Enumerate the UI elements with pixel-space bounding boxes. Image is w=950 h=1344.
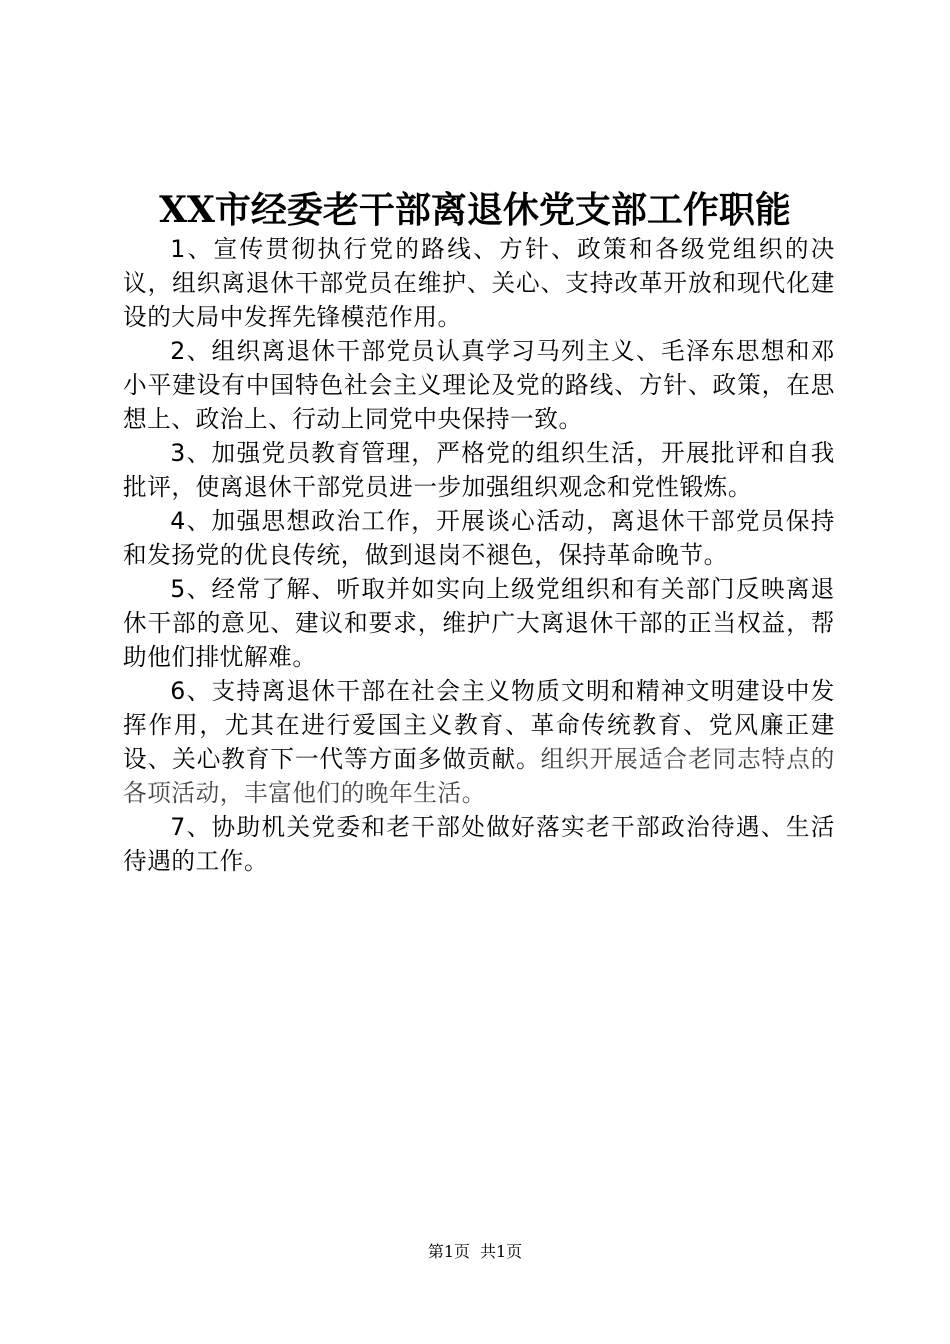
paragraph-2-text: 2、组织离退休干部党员认真学习马列主义、毛泽东思想和邓小平建设有中国特色社会主义理论及党的路线、方针、政策，在思想上、政治上、行动上同党中央保持一致。 bbox=[123, 337, 835, 433]
paragraph-1-text: 1、宣传贯彻执行党的路线、方针、政策和各级党组织的决议，组织离退休干部党员在维护、关心、支持改革开放和现代化建设的大局中发挥先锋模范作用。 bbox=[123, 235, 835, 331]
paragraph-3-text: 3、加强党员教育管理，严格党的组织生活，开展批评和自我批评，使离退休干部党员进一步加强组织观念和党性锻炼。 bbox=[123, 439, 835, 501]
paragraph-1 bbox=[123, 232, 835, 334]
paragraph-2 bbox=[123, 334, 835, 436]
paragraph-6 bbox=[123, 674, 835, 810]
paragraph-3 bbox=[123, 436, 835, 504]
paragraph-7-text: 7、协助机关党委和老干部处做好落实老干部政治待遇、生活待遇的工作。 bbox=[123, 813, 835, 875]
paragraph-4 bbox=[123, 504, 835, 572]
page-footer bbox=[0, 1240, 950, 1264]
paragraph-5 bbox=[123, 572, 835, 674]
paragraph-6-text: 6、支持离退休干部在社会主义物质文明和精神文明建设中发挥作用，尤其在进行爱国主义教育、革命传统教育、党风廉正建设、关心教育下一代等方面多做贡献。 bbox=[123, 677, 835, 773]
document-body bbox=[123, 232, 835, 878]
document-title: XX市经委老干部离退休党支部工作职能 bbox=[159, 189, 791, 231]
paragraph-7 bbox=[123, 810, 835, 878]
page-total: 共1页 bbox=[480, 1242, 523, 1261]
paragraph-5-text: 5、经常了解、听取并如实向上级党组织和有关部门反映离退休干部的意见、建议和要求，维护广大离退休干部的正当权益，帮助他们排忧解难。 bbox=[123, 575, 835, 671]
page-number: 第1页 bbox=[427, 1242, 470, 1261]
paragraph-6-tail: 组织开展适合老同志特点的各项活动，丰富他们的晚年生活。 bbox=[123, 745, 835, 807]
paragraph-4-text: 4、加强思想政治工作，开展谈心活动，离退休干部党员保持和发扬党的优良传统，做到退岗不褪色，保持革命晚节。 bbox=[123, 507, 835, 569]
